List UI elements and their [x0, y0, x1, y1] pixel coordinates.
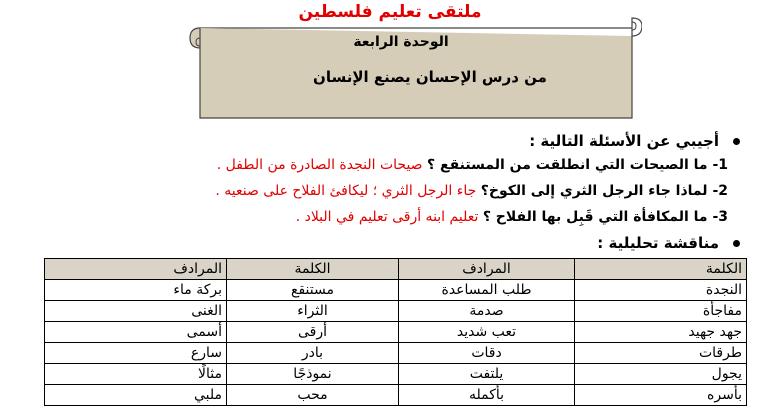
table-row	[45, 343, 747, 364]
table-row	[45, 385, 747, 406]
table-row	[45, 322, 747, 343]
table-cell: بادر	[227, 343, 399, 364]
lesson-title: من درس الإحسان يصنع الإنسان	[313, 68, 547, 86]
table-cell: ملبي	[45, 385, 227, 406]
answer-2: جاء الرجل الثري ؛ ليكافئ الفلاح على صنعيه .	[215, 183, 477, 199]
table-cell: يلتفت	[399, 364, 575, 385]
table-cell: محب	[227, 385, 399, 406]
table-cell: بأكمله	[399, 385, 575, 406]
vocab-table	[44, 258, 747, 406]
table-cell: نموذجًا	[227, 364, 399, 385]
section-heading-analysis: مناقشة تحليلية :	[597, 234, 740, 252]
table-cell: مثالًا	[45, 364, 227, 385]
table-header: الكلمة	[575, 259, 747, 280]
table-header: المرادف	[45, 259, 227, 280]
table-cell: أسمى	[45, 322, 227, 343]
table-cell: دقات	[399, 343, 575, 364]
table-cell: طرقات	[575, 343, 747, 364]
table-cell: تعب شديد	[399, 322, 575, 343]
table-cell: الغنى	[45, 301, 227, 322]
table-cell: أرقى	[227, 322, 399, 343]
table-cell: سارع	[45, 343, 227, 364]
question-3: 3- ما المكافأة التي قَبِل بها الفلاح ؟ تعليم ابنه أرقى تعليم في البلاد .	[295, 209, 728, 225]
bullet-icon	[733, 240, 740, 247]
table-cell: بركة ماء	[45, 280, 227, 301]
bullet-icon	[733, 138, 740, 145]
table-cell: طلب المساعدة	[399, 280, 575, 301]
table-header-row	[45, 259, 747, 280]
table-cell: جهد جهيد	[575, 322, 747, 343]
table-cell: مستنقع	[227, 280, 399, 301]
section-heading-questions: أجيبي عن الأسئلة التالية :	[529, 132, 740, 150]
scroll-banner	[186, 14, 642, 120]
table-cell: الثراء	[227, 301, 399, 322]
table-header: الكلمة	[227, 259, 399, 280]
table-row	[45, 280, 747, 301]
site-title: ملتقى تعليم فلسطين	[298, 2, 482, 22]
table-header: المرادف	[399, 259, 575, 280]
table-row	[45, 301, 747, 322]
question-2: 2- لماذا جاء الرجل الثري إلى الكوخ؟ جاء الرجل الثري ؛ ليكافئ الفلاح على صنعيه .	[215, 183, 728, 199]
table-cell: النجدة	[575, 280, 747, 301]
table-cell: بأسره	[575, 385, 747, 406]
unit-title: الوحدة الرابعة	[353, 34, 449, 50]
table-cell: يجول	[575, 364, 747, 385]
table-cell: صدمة	[399, 301, 575, 322]
table-row	[45, 364, 747, 385]
answer-1: صيحات النجدة الصادرة من الطفل .	[216, 157, 423, 173]
table-cell: مفاجأة	[575, 301, 747, 322]
answer-3: تعليم ابنه أرقى تعليم في البلاد .	[295, 209, 479, 225]
question-1: 1- ما الصيحات التي انطلقت من المستنقع ؟ صيحات النجدة الصادرة من الطفل .	[216, 157, 728, 173]
